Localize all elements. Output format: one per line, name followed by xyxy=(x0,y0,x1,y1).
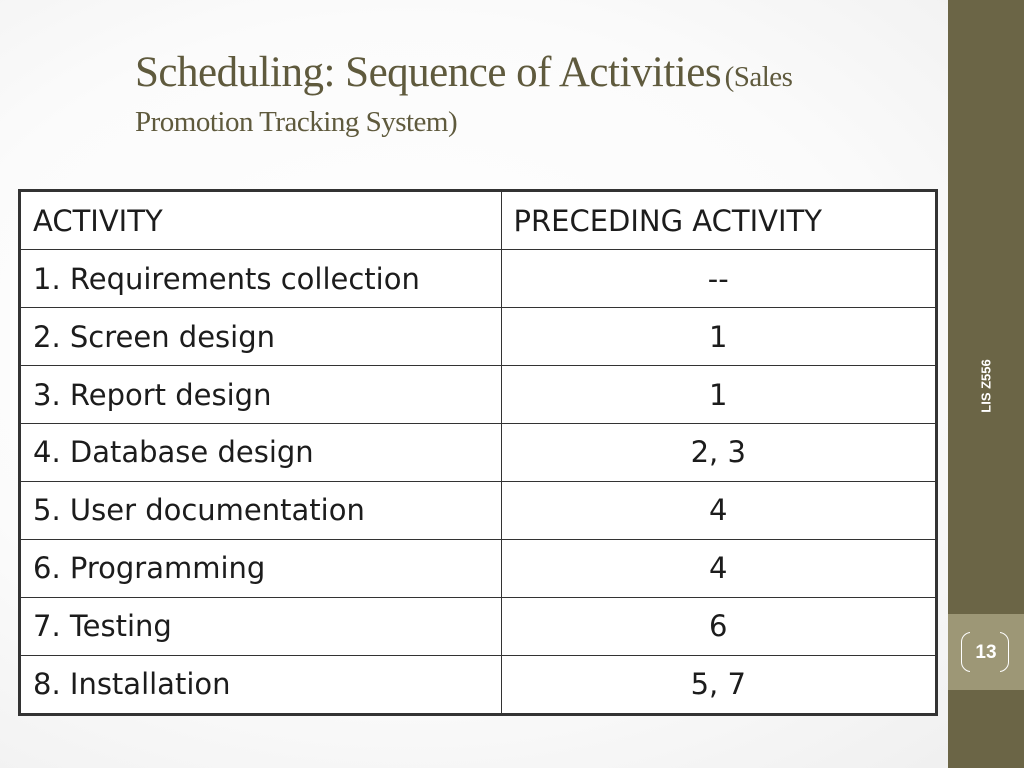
activity-cell: 1. Requirements collection xyxy=(21,250,501,308)
course-label: LIS Z556 xyxy=(978,359,994,413)
slide-title xyxy=(135,48,935,137)
slide-title-sub-line1: (Sales xyxy=(724,61,793,93)
table-row xyxy=(21,366,935,424)
activity-table xyxy=(18,189,938,716)
header-activity: ACTIVITY xyxy=(21,192,501,250)
table-row xyxy=(21,250,935,308)
preceding-cell: 5, 7 xyxy=(501,655,935,713)
preceding-cell: 1 xyxy=(501,308,935,366)
bracket-bottom-gap xyxy=(970,670,1000,673)
activity-cell: 3. Report design xyxy=(21,366,501,424)
activity-cell: 4. Database design xyxy=(21,424,501,482)
page-number: 13 xyxy=(975,642,997,663)
activity-cell: 8. Installation xyxy=(21,655,501,713)
page-number-box xyxy=(948,614,1024,690)
table-row xyxy=(21,424,935,482)
preceding-cell: 4 xyxy=(501,539,935,597)
activity-cell: 5. User documentation xyxy=(21,481,501,539)
activity-cell: 2. Screen design xyxy=(21,308,501,366)
preceding-cell: 6 xyxy=(501,597,935,655)
bracket-top-gap xyxy=(970,631,1000,634)
table-row xyxy=(21,308,935,366)
activity-cell: 7. Testing xyxy=(21,597,501,655)
preceding-cell: -- xyxy=(501,250,935,308)
slide-title-main: Scheduling: Sequence of Activities xyxy=(135,49,722,96)
preceding-cell: 1 xyxy=(501,366,935,424)
table-row xyxy=(21,481,935,539)
table-row xyxy=(21,539,935,597)
preceding-cell: 4 xyxy=(501,481,935,539)
slide-title-sub-line2: Promotion Tracking System) xyxy=(135,106,458,138)
header-preceding-activity: PRECEDING ACTIVITY xyxy=(501,192,935,250)
table-row xyxy=(21,655,935,713)
table-row xyxy=(21,597,935,655)
table-header-row xyxy=(21,192,935,250)
preceding-cell: 2, 3 xyxy=(501,424,935,482)
activity-cell: 6. Programming xyxy=(21,539,501,597)
